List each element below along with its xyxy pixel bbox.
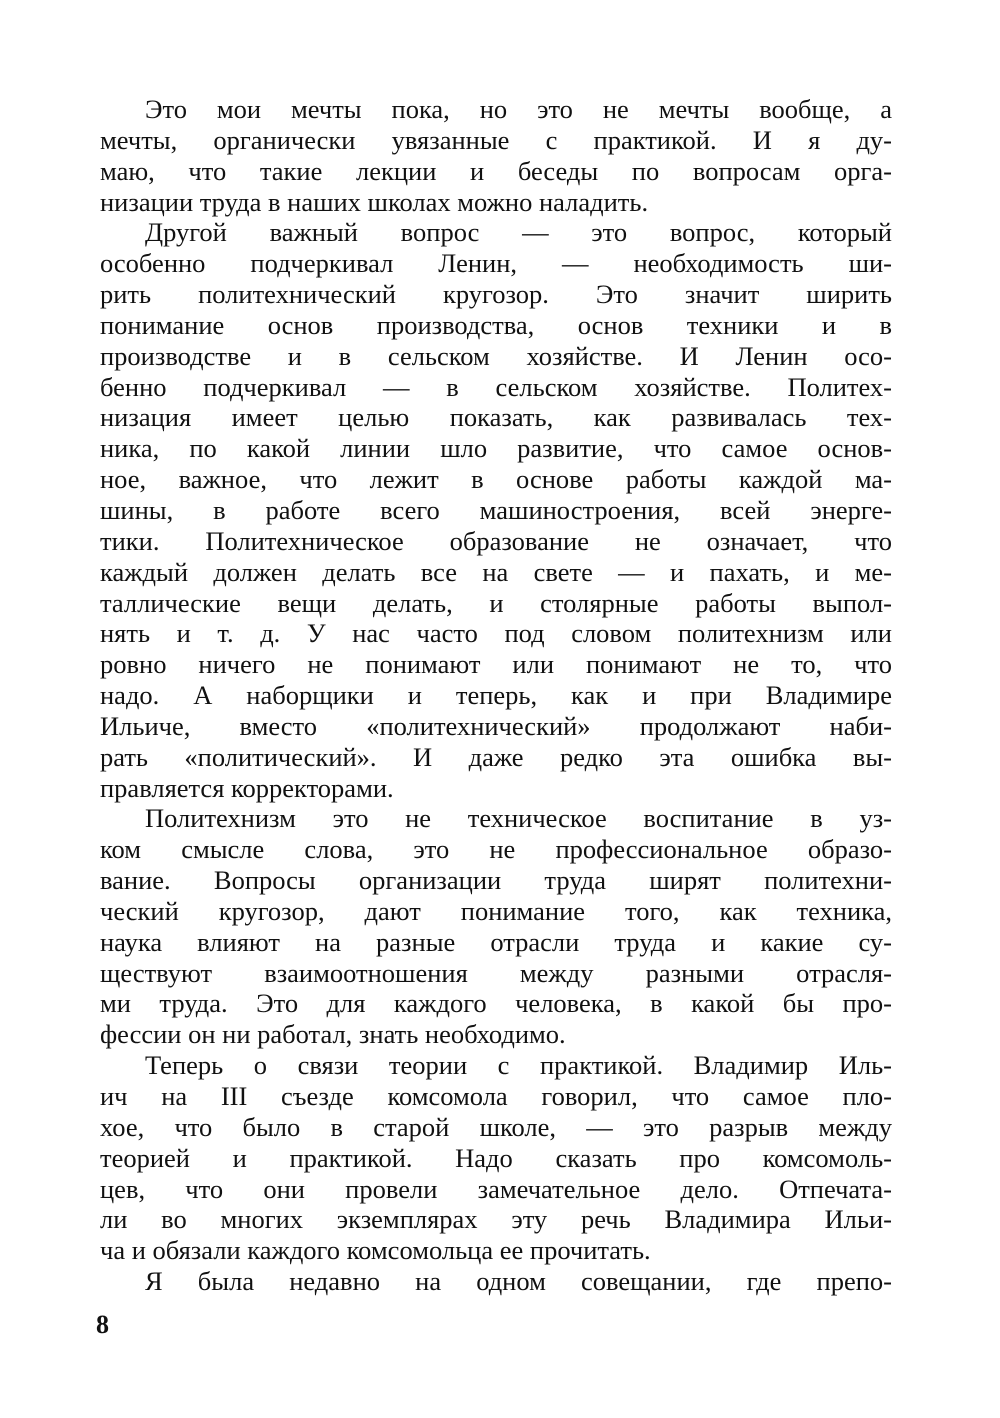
text-line: нять и т. д. У нас часто под словом политехнизм или: [100, 618, 892, 649]
text-line: ча и обязали каждого комсомольца ее прочитать.: [100, 1235, 651, 1266]
text-line: ком смысле слова, это не профессиональное образо-: [100, 834, 892, 865]
paragraph: [100, 1266, 892, 1297]
text-line: Я была недавно на одном совещании, где препо-: [145, 1266, 892, 1297]
text-line: теорией и практикой. Надо сказать про комсомоль-: [100, 1142, 892, 1173]
text-line: правляется корректорами.: [100, 772, 394, 803]
text-line: особенно подчеркивал Ленин, — необходимость ши-: [100, 248, 892, 279]
text-line: ника, по какой линии шло развитие, что самое основ-: [100, 433, 892, 464]
text-line: таллические вещи делать, и столярные работы выпол-: [100, 587, 892, 618]
text-line: цев, что они провели замечательное дело. Отпечата-: [100, 1173, 892, 1204]
text-line: маю, что такие лекции и беседы по вопросам орга-: [100, 155, 892, 186]
text-line: рать «политический». И даже редко эта ошибка вы-: [100, 741, 892, 772]
text-line: низации труда в наших школах можно наладить.: [100, 186, 649, 217]
text-line: фессии он ни работал, знать необходимо.: [100, 1019, 566, 1050]
page-body-text: [100, 94, 892, 1297]
text-line: ное, важное, что лежит в основе работы каждой ма-: [100, 464, 892, 495]
text-line: мечты, органически увязанные с практикой. И я ду-: [100, 124, 892, 155]
page-number: 8: [96, 1310, 109, 1339]
paragraph: [100, 803, 892, 1050]
text-line: бенно подчеркивал — в сельском хозяйстве. Политех-: [100, 371, 892, 402]
text-line: Это мои мечты пока, но это не мечты вообще, а: [145, 94, 892, 124]
text-line: ич на III съезде комсомола говорил, что самое пло-: [100, 1081, 892, 1111]
text-line: низация имеет целью показать, как развивалась тех-: [100, 402, 892, 433]
text-line: ли во многих экземплярах эту речь Владимира Ильи-: [100, 1204, 892, 1235]
text-line: хое, что было в старой школе, — это разрыв между: [100, 1111, 892, 1142]
text-line: шины, в работе всего машиностроения, всей энерге-: [100, 494, 892, 525]
text-line: Теперь о связи теории с практикой. Владимир Иль-: [145, 1050, 892, 1081]
text-line: Политехнизм это не техническое воспитание в уз-: [145, 803, 892, 834]
paragraph: [100, 1050, 892, 1266]
text-line: вание. Вопросы организации труда ширят политехни-: [100, 865, 892, 896]
text-line: Другой важный вопрос — это вопрос, который: [145, 217, 892, 248]
text-line: каждый должен делать все на свете — и пахать, и ме-: [100, 556, 892, 587]
paragraph: [100, 94, 892, 217]
text-line: Ильиче, вместо «политехнический» продолжают наби-: [100, 710, 892, 741]
text-line: рить политехнический кругозор. Это значит ширить: [100, 279, 892, 310]
text-line: производстве и в сельском хозяйстве. И Ленин осо-: [100, 340, 892, 371]
paragraph: [100, 217, 892, 803]
text-line: тики. Политехническое образование не означает, что: [100, 525, 892, 556]
text-line: ческий кругозор, дают понимание того, как техника,: [100, 895, 892, 926]
text-line: надо. А наборщики и теперь, как и при Владимире: [100, 680, 892, 711]
text-line: наука влияют на разные отрасли труда и какие су-: [100, 926, 892, 957]
text-line: ровно ничего не понимают или понимают не то, что: [100, 649, 892, 680]
text-line: ми труда. Это для каждого человека, в какой бы про-: [100, 988, 892, 1019]
text-line: ществуют взаимоотношения между разными отрасля-: [100, 957, 892, 988]
text-line: понимание основ производства, основ техники и в: [100, 309, 892, 340]
